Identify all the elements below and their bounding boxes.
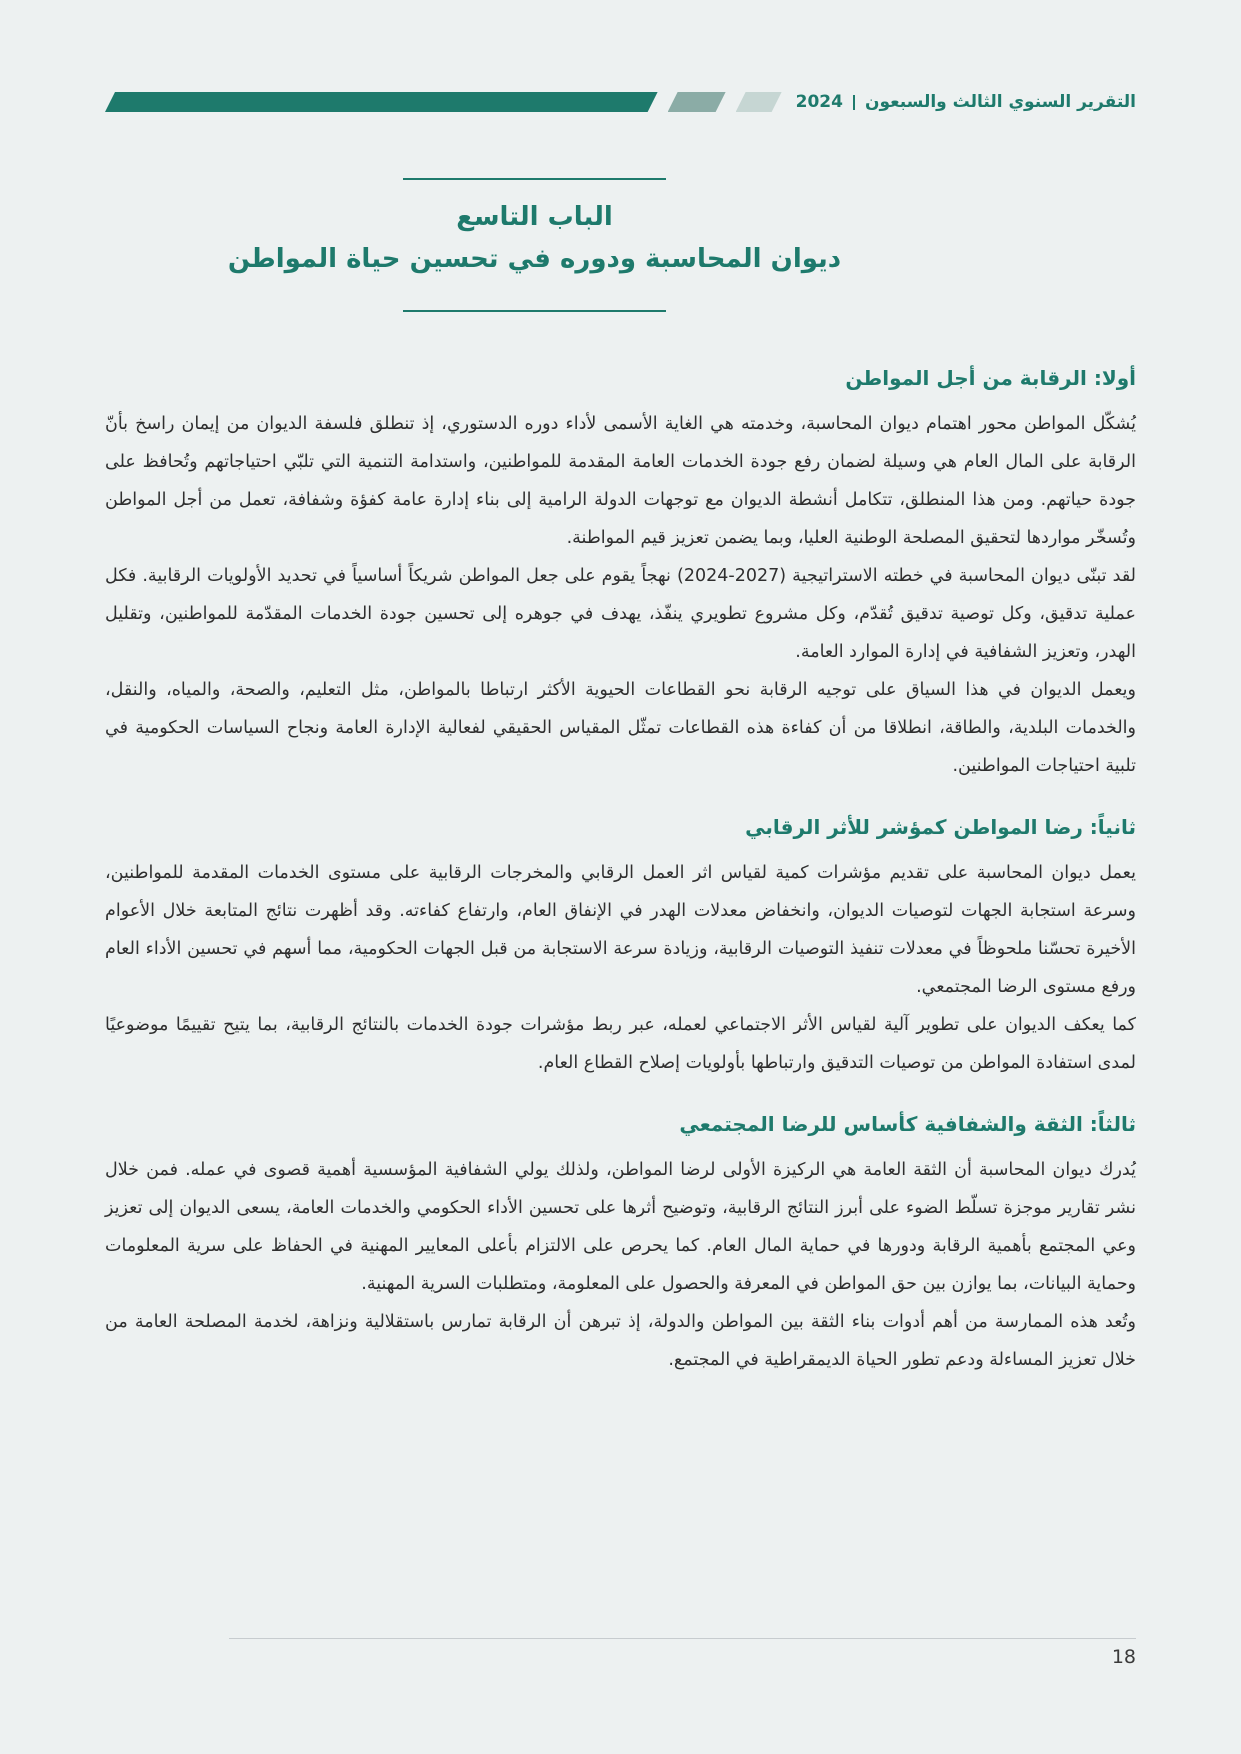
paragraph: يُشكّل المواطن محور اهتمام ديوان المحاسبة، وخدمته هي الغاية الأسمى لأداء دوره الدستوري، إذ تنطلق فلسفة الديوان من إيمان راسخ بأنّ الرقابة على المال العام هي وسيلة لضمان رفع جودة الخدمات العامة المقدمة للمواطنين، واستدامة التنمية التي تلبّي احتياجاتهم وتُحافظ على جودة حياتهم. ومن هذا المنطلق، تتكامل أنشطة الديوان مع توجهات الدولة الرامية إلى بناء إدارة عامة كفؤة وشفافة، تعمل من أجل المواطن وتُسخّر مواردها لتحقيق المصلحة الوطنية العليا، وبما يضمن تعزيز قيم المواطنة. bbox=[105, 414, 1136, 548]
chapter-rule-bottom bbox=[403, 310, 666, 312]
page-header bbox=[105, 0, 1136, 112]
paragraph: يعمل ديوان المحاسبة على تقديم مؤشرات كمية لقياس اثر العمل الرقابي والمخرجات الرقابية على مستوى الخدمات المقدمة للمواطنين، وسرعة استجابة الجهات لتوصيات الديوان، وانخفاض معدلات الهدر في الإنفاق العام، وارتفاع كفاءته. وقد أظهرت نتائج المتابعة خلال الأعوام الأخيرة تحسّنا ملحوظاً في معدلات تنفيذ التوصيات الرقابية، وزيادة سرعة الاستجابة من قبل الجهات الحكومية، مما أسهم في تحسين الأداء العام ورفع مستوى الرضا المجتمعي. bbox=[105, 863, 1136, 997]
section-heading: أولا: الرقابة من أجل المواطن bbox=[845, 366, 1136, 390]
section-heading: ثانياً: رضا المواطن كمؤشر للأثر الرقابي bbox=[745, 815, 1136, 839]
paragraph: وتُعد هذه الممارسة من أهم أدوات بناء الثقة بين المواطن والدولة، إذ تبرهن أن الرقابة تمارس باستقلالية ونزاهة، لخدمة المصلحة العامة من خلال تعزيز المساءلة ودعم تطور الحياة الديمقراطية في المجتمع. bbox=[105, 1312, 1136, 1370]
section-third bbox=[105, 1108, 1136, 1379]
report-title-text: التقرير السنوي الثالث والسبعون bbox=[864, 92, 1136, 112]
page-number: 18 bbox=[1111, 1646, 1136, 1668]
paragraph: يُدرك ديوان المحاسبة أن الثقة العامة هي الركيزة الأولى لرضا المواطن، ولذلك يولي الشفافية المؤسسية أهمية قصوى في عمله. فمن خلال نشر تقارير موجزة تسلّط الضوء على أبرز النتائج الرقابية، وتوضيح أثرها على تحسين الأداء الحكومي والخدمات العامة، يسعى الديوان إلى تعزيز وعي المجتمع بأهمية الرقابة ودورها في حماية المال العام. كما يحرص على الالتزام بأعلى المعايير المهنية في الحفاظ على سرية المعلومات وحماية البيانات، بما يوازن بين حق المواطن في المعرفة والحصول على المعلومة، ومتطلبات السرية المهنية. bbox=[105, 1160, 1136, 1294]
header-decorative-bar bbox=[105, 92, 782, 112]
paragraph: كما يعكف الديوان على تطوير آلية لقياس الأثر الاجتماعي لعمله، عبر ربط مؤشرات جودة الخدمات بالنتائج الرقابية، بما يتيح تقييمًا موضوعيًا لمدى استفادة المواطن من توصيات التدقيق وارتباطها بأولويات إصلاح القطاع العام. bbox=[105, 1015, 1136, 1073]
section-heading: ثالثاً: الثقة والشفافية كأساس للرضا المجتمعي bbox=[679, 1112, 1136, 1136]
section-second bbox=[105, 811, 1136, 1082]
page-body bbox=[0, 362, 1241, 1379]
chapter-heading-block bbox=[0, 178, 1155, 312]
paragraph: ويعمل الديوان في هذا السياق على توجيه الرقابة نحو القطاعات الحيوية الأكثر ارتباطا بالمواطن، مثل التعليم، والصحة، والمياه، والنقل، والخدمات البلدية، والطاقة، انطلاقا من أن كفاءة هذه القطاعات تمثّل المقياس الحقيقي لفعالية الإدارة العامة ونجاح السياسات الحكومية في تلبية احتياجات المواطنين. bbox=[105, 680, 1136, 776]
header-divider bbox=[853, 95, 855, 110]
report-title bbox=[796, 92, 1136, 112]
chapter-kicker: الباب التاسع bbox=[456, 202, 613, 232]
report-year: 2024 bbox=[795, 92, 843, 112]
chapter-rule-top bbox=[403, 178, 666, 180]
paragraph: لقد تبنّى ديوان المحاسبة في خطته الاستراتيجية (2027-2024) نهجاً يقوم على جعل المواطن شريكاً أساسياً في تحديد الأولويات الرقابية. فكل عملية تدقيق، وكل توصية تدقيق تُقدّم، وكل مشروع تطويري ينفّذ، يهدف في جوهره إلى تحسين جودة الخدمات المقدّمة للمواطنين، وتقليل الهدر، وتعزيز الشفافية في إدارة الموارد العامة. bbox=[105, 566, 1137, 662]
bar-segment-light bbox=[736, 92, 782, 112]
page-footer bbox=[229, 1638, 1136, 1668]
bar-segment-mid bbox=[668, 92, 726, 112]
section-first bbox=[105, 362, 1136, 785]
chapter-title: ديوان المحاسبة ودوره في تحسين حياة المواطن bbox=[227, 244, 842, 274]
bar-segment-long bbox=[105, 92, 658, 112]
